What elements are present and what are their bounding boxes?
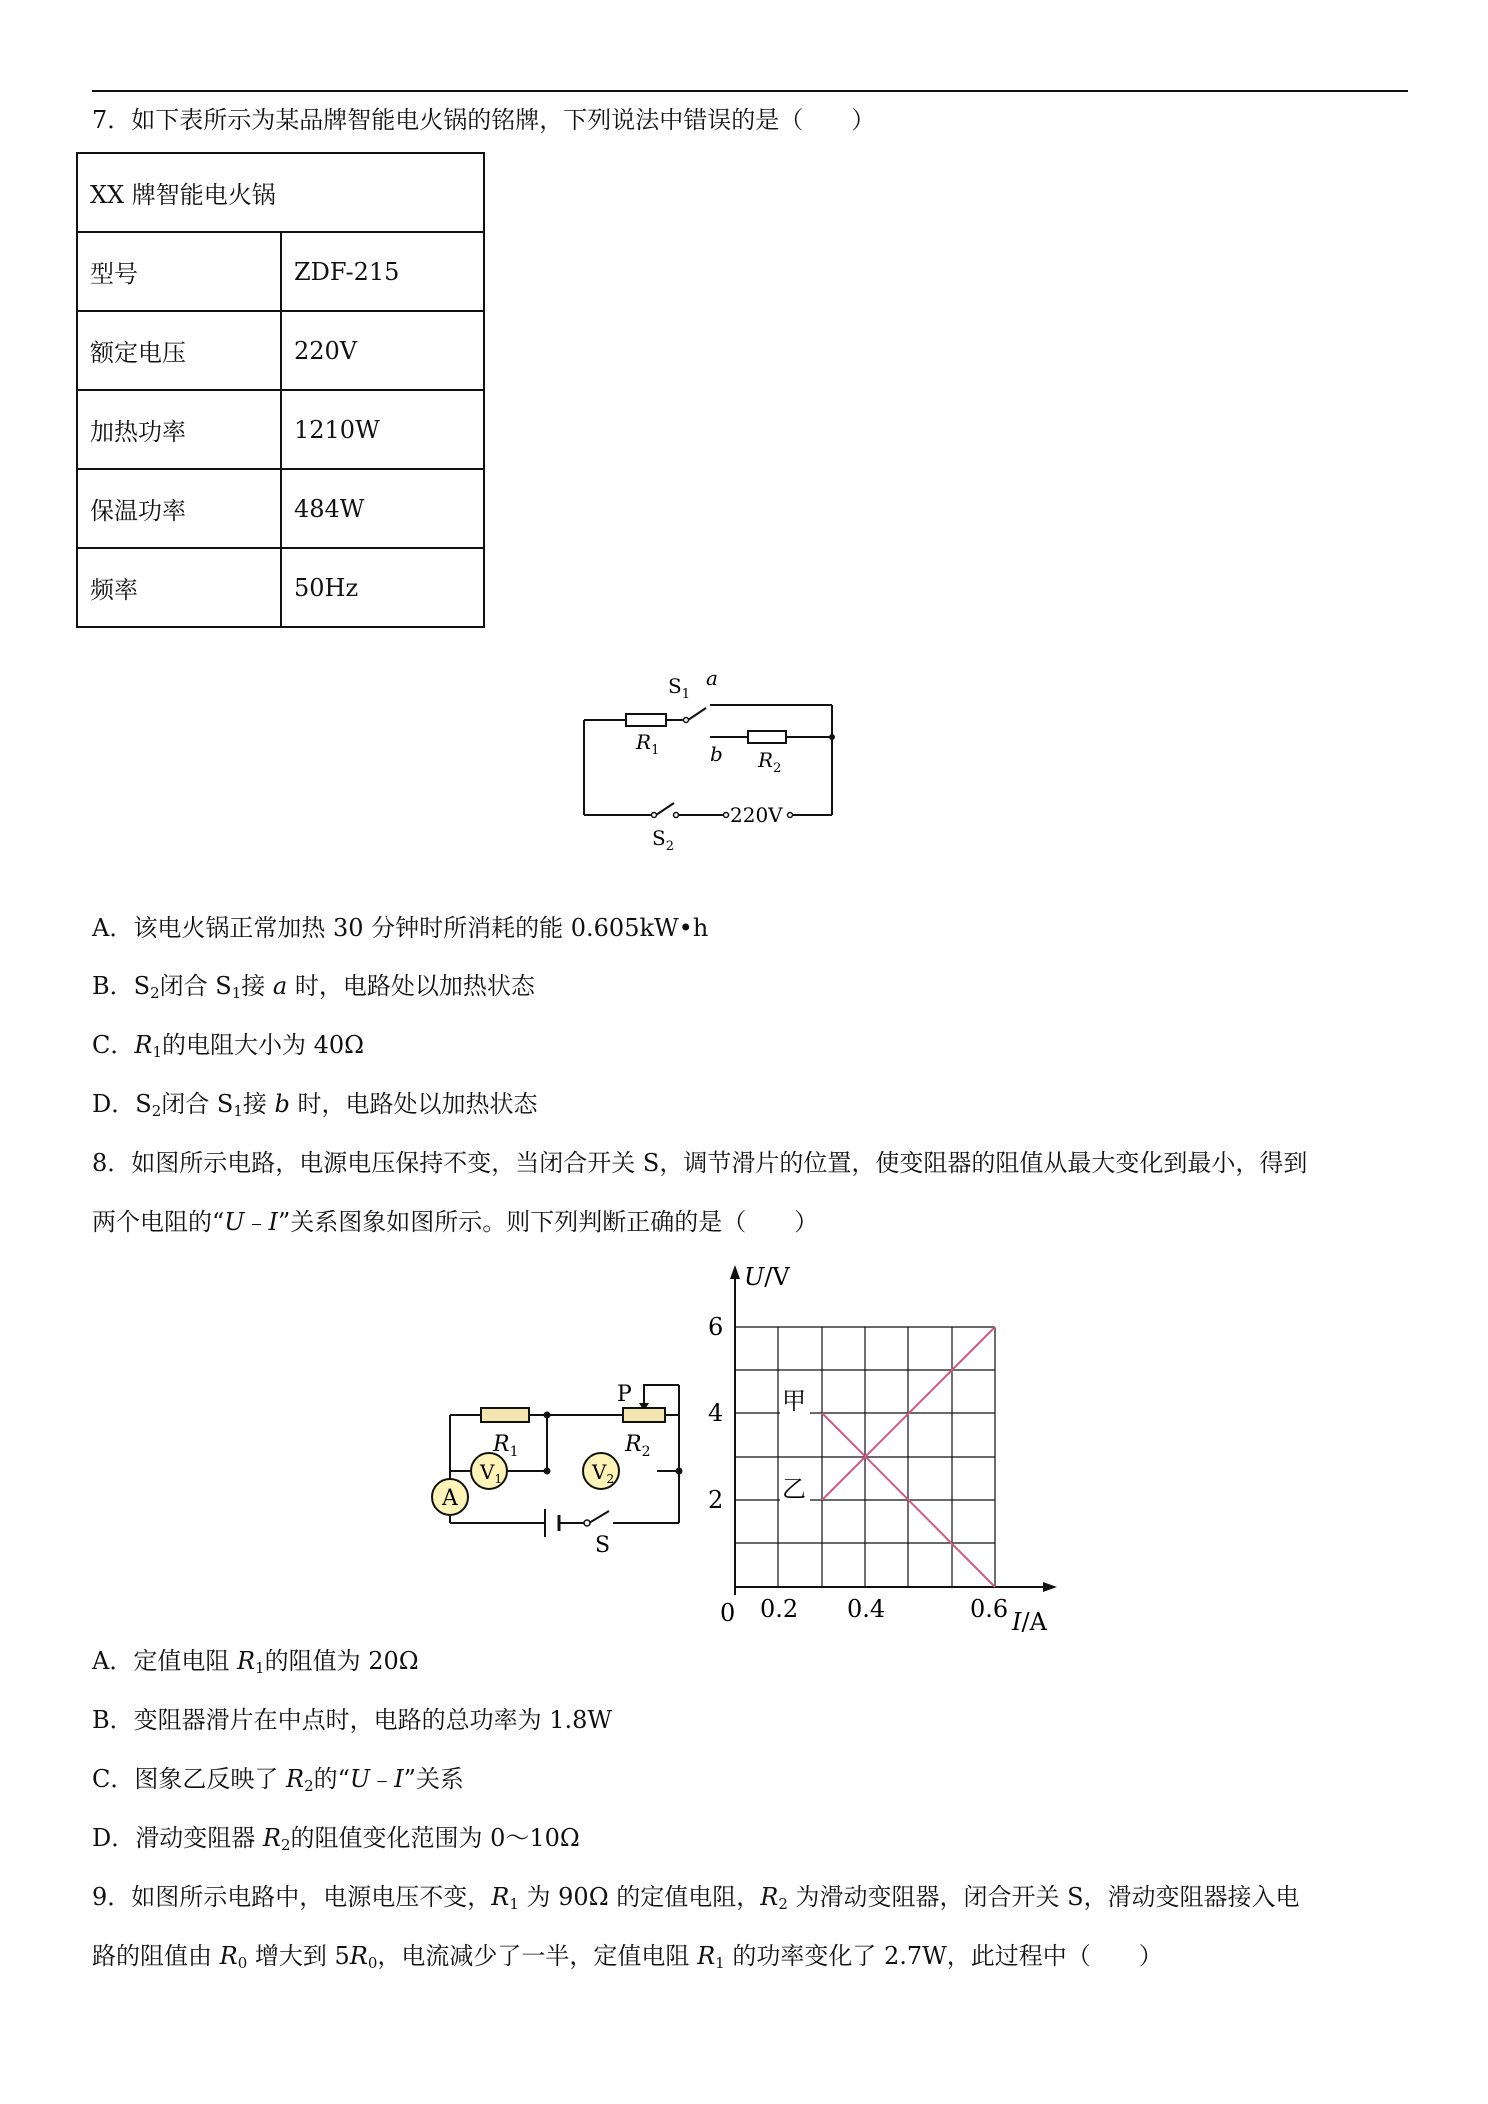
label-220v: 220V <box>730 803 783 827</box>
row-label: 频率 <box>77 548 281 627</box>
q8-ui-graph <box>700 1255 1070 1640</box>
label-r1: $R_1$ <box>636 730 660 758</box>
label-ammeter: A <box>442 1486 458 1511</box>
q7-circuit-diagram <box>560 665 860 855</box>
q8-circuit-diagram <box>425 1365 695 1565</box>
label-r2: $R_2$ <box>758 748 782 776</box>
q8-stem-line2: 两个电阻的“U﹣I”关系图象如图所示。则下列判断正确的是（ ） <box>92 1208 819 1236</box>
row-label: 加热功率 <box>77 390 281 469</box>
label-s1: $S_1$ <box>668 674 690 702</box>
x-tick-label: 0.2 <box>760 1595 799 1623</box>
row-value: 1210W <box>281 390 484 469</box>
label-r2: $R_2$ <box>625 1432 651 1460</box>
y-tick-label: 6 <box>708 1313 724 1341</box>
header-rule <box>92 90 1408 92</box>
label-v1: $V_1$ <box>480 1460 503 1486</box>
row-label: 型号 <box>77 232 281 311</box>
rheostat-r2-symbol <box>623 1408 665 1422</box>
resistor-r1-symbol <box>481 1408 529 1422</box>
q7-option-c[interactable]: C．$R_1$的电阻大小为 40Ω <box>92 1031 365 1061</box>
nameplate-title: XX 牌智能电火锅 <box>77 153 484 232</box>
y-axis-label: U/V <box>744 1263 790 1291</box>
series-jia-label: 甲 <box>782 1387 806 1415</box>
q7-option-a[interactable]: A．该电火锅正常加热 30 分钟时所消耗的能 0.605kW•h <box>92 914 709 942</box>
y-tick-label: 4 <box>708 1399 724 1427</box>
label-p: P <box>617 1382 632 1407</box>
x-tick-label: 0.4 <box>847 1595 886 1623</box>
origin-label: 0 <box>720 1599 736 1627</box>
resistor-r1-symbol <box>626 714 666 726</box>
label-v2: $V_2$ <box>592 1460 615 1486</box>
q8-option-c[interactable]: C．图象乙反映了 $R_2$的“U﹣I”关系 <box>92 1765 464 1795</box>
q8-option-d[interactable]: D．滑动变阻器 $R_2$的阻值变化范围为 0～10Ω <box>92 1824 580 1854</box>
row-value: 484W <box>281 469 484 548</box>
label-b: b <box>710 742 723 766</box>
resistor-r2-symbol <box>748 731 786 743</box>
row-value: ZDF-215 <box>281 232 484 311</box>
q8-option-b[interactable]: B．变阻器滑片在中点时，电路的总功率为 1.8W <box>92 1706 613 1734</box>
row-label: 额定电压 <box>77 311 281 390</box>
q9-stem-line1: 9．如图所示电路中，电源电压不变，$R_1$ 为 90Ω 的定值电阻，$R_2$ 为滑动变阻器，闭合开关 S，滑动变阻器接入电 <box>92 1883 1300 1913</box>
q8-option-a[interactable]: A．定值电阻 $R_1$的阻值为 20Ω <box>92 1647 419 1677</box>
q7-option-d[interactable]: D．$S_2$闭合 $S_1$接 b 时，电路处以加热状态 <box>92 1090 538 1120</box>
q8-stem-line1: 8．如图所示电路，电源电压保持不变，当闭合开关 S，调节滑片的位置，使变阻器的阻值从最大变化到最小，得到 <box>92 1149 1308 1177</box>
row-label: 保温功率 <box>77 469 281 548</box>
y-tick-label: 2 <box>708 1486 724 1514</box>
q7-option-b[interactable]: B．$S_2$闭合 $S_1$接 a 时，电路处以加热状态 <box>92 972 535 1002</box>
q9-stem-line2: 路的阻值由 $R_0$ 增大到 $5R_0$，电流减少了一半，定值电阻 $R_1$ 的功率变化了 2.7W，此过程中（ ） <box>92 1942 1163 1972</box>
row-value: 220V <box>281 311 484 390</box>
q7-stem: 7．如下表所示为某品牌智能电火锅的铭牌，下列说法中错误的是（ ） <box>92 106 876 134</box>
label-a: a <box>706 666 718 690</box>
row-value: 50Hz <box>281 548 484 627</box>
label-s2: $S_2$ <box>652 826 674 854</box>
series-yi-label: 乙 <box>782 1475 806 1503</box>
label-r1: $R_1$ <box>493 1432 519 1460</box>
x-tick-label: 0.6 <box>970 1595 1009 1623</box>
x-axis-label: I/A <box>1012 1608 1047 1636</box>
label-s: S <box>595 1533 611 1558</box>
nameplate-table <box>76 152 485 628</box>
